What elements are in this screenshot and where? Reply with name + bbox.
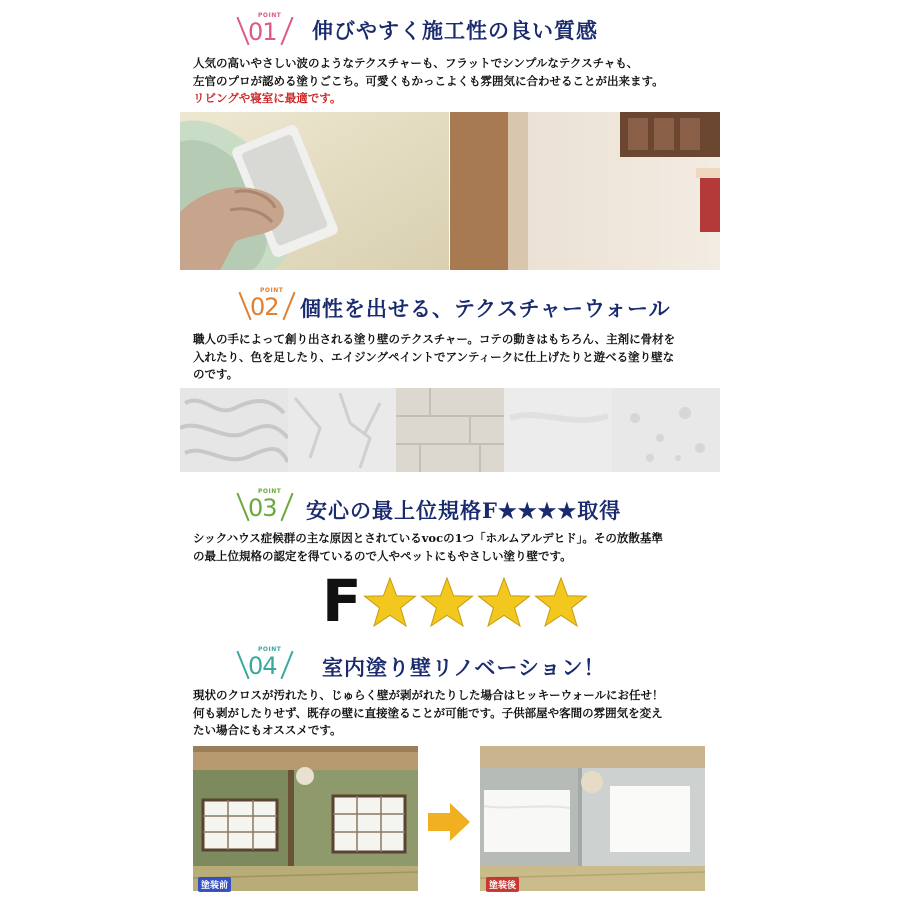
point-01-text bbox=[193, 55, 664, 108]
badge-label: POINT bbox=[258, 12, 282, 19]
arrow-right-icon bbox=[428, 803, 470, 841]
badge-label: POINT bbox=[260, 287, 284, 294]
point-03-heading: 安心の最上位規格F★★★★取得 bbox=[306, 498, 622, 523]
interior-wall-photo bbox=[450, 112, 720, 270]
before-label: 塗装前 bbox=[198, 877, 231, 892]
star-icon bbox=[479, 578, 530, 626]
point-02-heading: 個性を出せる、テクスチャーウォール bbox=[300, 296, 671, 321]
badge-label: POINT bbox=[258, 646, 282, 653]
point-03-text bbox=[193, 530, 663, 565]
text-line: 職人の手によって創り出される塗り壁のテクスチャー。コテの動きはもちろん、主剤に骨材を bbox=[193, 332, 676, 346]
star-icon bbox=[536, 578, 587, 626]
point-01-badge bbox=[236, 12, 298, 52]
text-line: 入れたり、色を足したり、エイジングペイントでアンティークに仕上げたりと遊べる塗り壁な bbox=[193, 349, 675, 364]
plastering-photo bbox=[180, 112, 449, 270]
point-04-heading: 室内塗り壁リノベーション！ bbox=[322, 655, 606, 680]
star-icon bbox=[422, 578, 473, 626]
badge-slash-right bbox=[280, 493, 293, 522]
badge-slash-right bbox=[280, 651, 293, 680]
badge-number: 01 bbox=[248, 18, 277, 46]
point-02-badge bbox=[238, 287, 300, 327]
text-line: の最上位規格の認定を得ているので人やペットにもやさしい塗り壁です。 bbox=[193, 548, 572, 563]
star-icon bbox=[365, 578, 416, 626]
badge-number: 02 bbox=[250, 293, 279, 321]
after-label: 塗装後 bbox=[486, 877, 519, 892]
point-04-text bbox=[193, 687, 663, 740]
accent-line: リビングや寝室に最適です。 bbox=[193, 91, 342, 105]
badge-label: POINT bbox=[258, 488, 282, 495]
text-line: 現状のクロスが汚れたり、じゅらく壁が剥がれたりした場合はヒッキーウォールにお任せ！ bbox=[193, 688, 664, 702]
star-rating-icons bbox=[362, 576, 590, 632]
badge-number: 03 bbox=[248, 494, 277, 522]
after-room-photo bbox=[480, 746, 705, 891]
text-line: 何も剥がしたりせず、既存の壁に直接塗ることが可能です。子供部屋や客間の雰囲気を変え bbox=[193, 705, 663, 720]
f-mark: F bbox=[322, 567, 362, 635]
text-line: 人気の高いやさしい波のようなテクスチャーも、フラットでシンプルなテクスチャも、 bbox=[193, 56, 639, 70]
point-01-heading: 伸びやすく施工性の良い質感 bbox=[312, 18, 598, 43]
badge-number: 04 bbox=[248, 652, 277, 680]
before-room-photo bbox=[193, 746, 418, 891]
text-line: のです。 bbox=[193, 367, 239, 381]
point-02-text bbox=[193, 331, 675, 384]
badge-slash-right bbox=[282, 292, 295, 321]
text-line: シックハウス症候群の主な原因とされているvocの1つ「ホルムアルデヒド」。その放散基準 bbox=[193, 531, 663, 545]
text-line: 左官のプロが認める塗りごこち。可愛くもかっこよくも雰囲気に合わせることが出来ます。 bbox=[193, 73, 664, 88]
badge-slash-right bbox=[280, 17, 293, 46]
text-line: たい場合にもオススメです。 bbox=[193, 723, 342, 737]
texture-samples bbox=[180, 388, 720, 472]
point-04-badge bbox=[236, 646, 298, 686]
point-03-badge bbox=[236, 488, 298, 528]
